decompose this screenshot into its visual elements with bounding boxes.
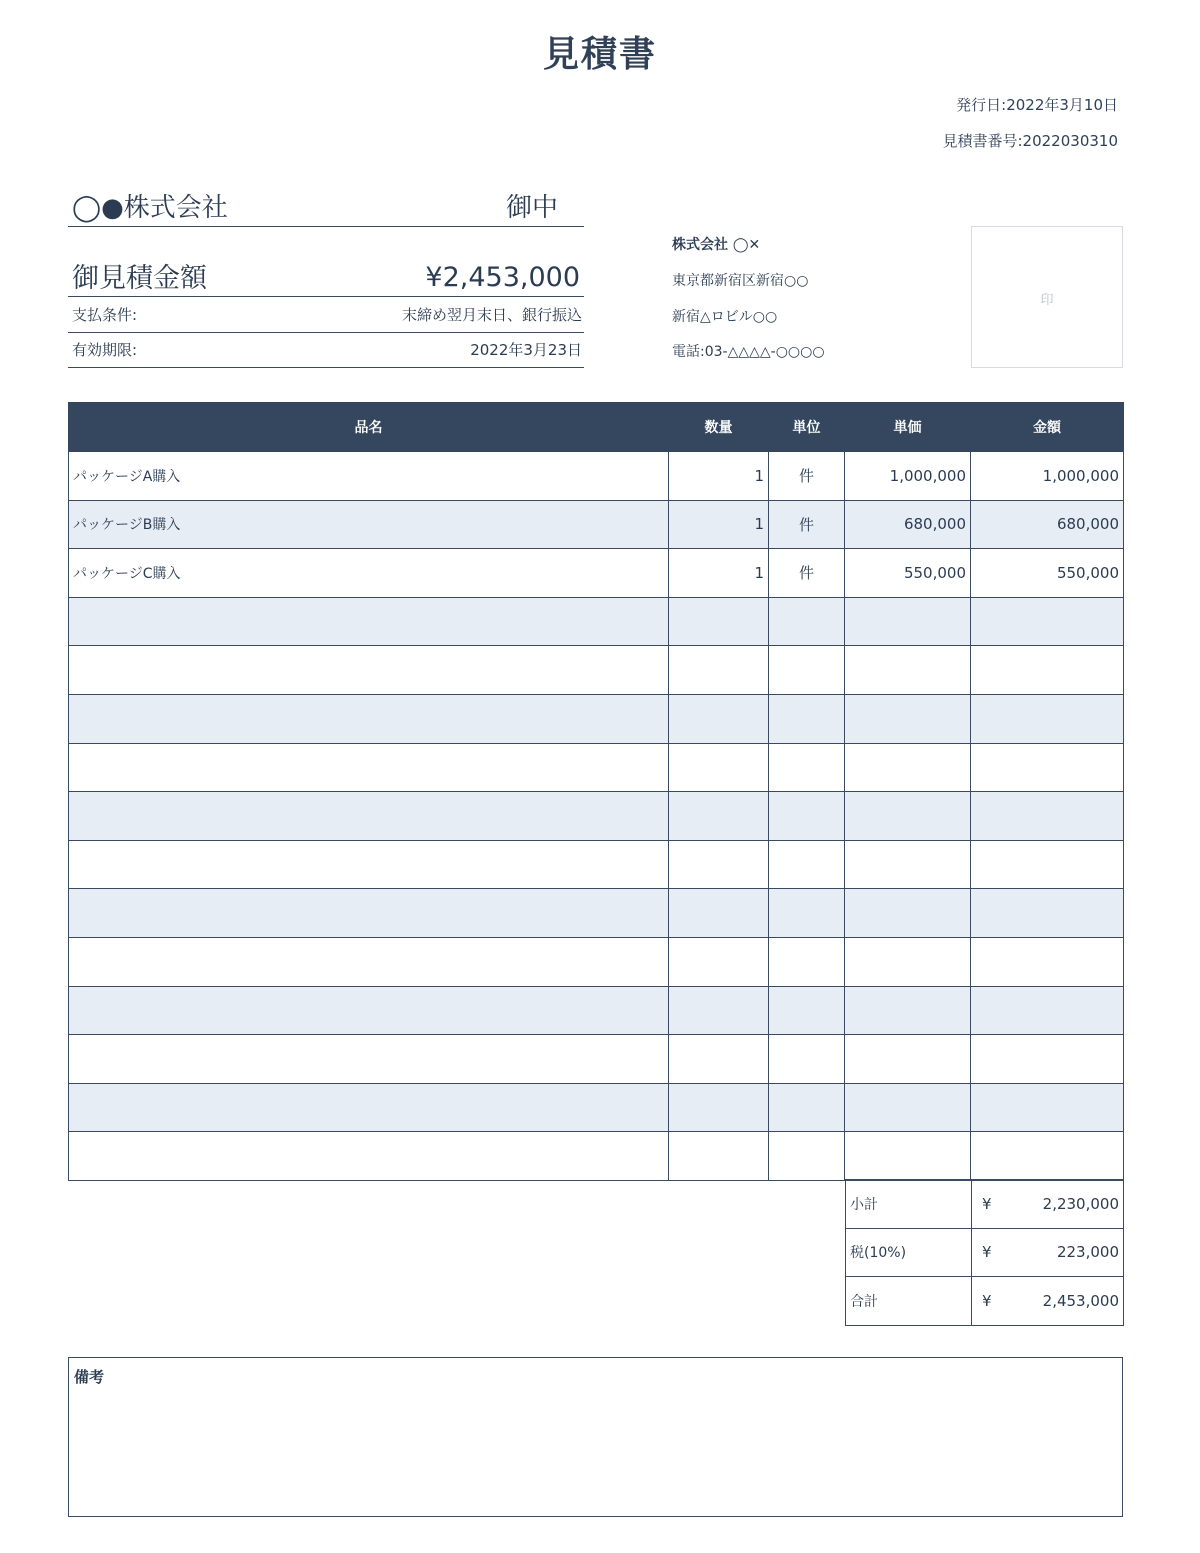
item-qty xyxy=(669,1083,769,1132)
item-name: パッケージC購入 xyxy=(69,549,669,598)
item-qty xyxy=(669,597,769,646)
yen-symbol: ¥ xyxy=(982,1291,992,1310)
item-name xyxy=(69,792,669,841)
item-unit xyxy=(769,889,845,938)
payment-terms-label: 支払条件: xyxy=(72,306,138,324)
item-amount xyxy=(971,840,1124,889)
remarks-label: 備考 xyxy=(74,1368,105,1386)
subtotal-cell xyxy=(972,1180,1124,1229)
issuer-phone: 電話:03-△△△△-○○○○ xyxy=(672,344,825,360)
item-name: パッケージB購入 xyxy=(69,500,669,549)
item-qty xyxy=(669,889,769,938)
header-quantity: 数量 xyxy=(669,403,769,452)
item-price xyxy=(845,889,971,938)
item-qty xyxy=(669,694,769,743)
item-qty: 1 xyxy=(669,549,769,598)
item-amount: 550,000 xyxy=(971,549,1124,598)
item-unit: 件 xyxy=(769,549,845,598)
item-name xyxy=(69,889,669,938)
table-row xyxy=(69,840,1124,889)
header-amount: 金額 xyxy=(971,403,1124,452)
item-unit xyxy=(769,840,845,889)
item-unit xyxy=(769,694,845,743)
item-qty xyxy=(669,1132,769,1181)
table-row xyxy=(69,743,1124,792)
total-label: 合計 xyxy=(846,1277,972,1326)
item-unit: 件 xyxy=(769,452,845,501)
payment-terms-row xyxy=(68,297,584,333)
quote-amount-label: 御見積金額 xyxy=(72,263,207,294)
table-row xyxy=(69,597,1124,646)
item-amount xyxy=(971,937,1124,986)
item-amount: 680,000 xyxy=(971,500,1124,549)
item-price xyxy=(845,694,971,743)
item-name xyxy=(69,743,669,792)
item-unit xyxy=(769,646,845,695)
item-name xyxy=(69,597,669,646)
items-table xyxy=(68,402,1124,1181)
item-unit xyxy=(769,1132,845,1181)
item-name xyxy=(69,646,669,695)
item-unit xyxy=(769,1035,845,1084)
item-unit xyxy=(769,986,845,1035)
document-title: 見積書 xyxy=(542,34,657,75)
table-row xyxy=(69,792,1124,841)
item-qty xyxy=(669,792,769,841)
tax-value: 223,000 xyxy=(1056,1243,1119,1262)
quote-number: 見積書番号:2022030310 xyxy=(942,132,1118,150)
client-name: ◯●株式会社 xyxy=(72,193,228,223)
payment-terms-value: 末締め翌月末日、銀行振込 xyxy=(401,306,582,324)
tax-row xyxy=(846,1228,1124,1277)
yen-symbol: ¥ xyxy=(982,1243,992,1262)
item-price xyxy=(845,743,971,792)
item-qty xyxy=(669,986,769,1035)
item-amount xyxy=(971,646,1124,695)
header-unit-price: 単価 xyxy=(845,403,971,452)
table-row xyxy=(69,549,1124,598)
validity-row xyxy=(68,332,584,368)
item-price xyxy=(845,1083,971,1132)
item-name xyxy=(69,694,669,743)
item-name: パッケージA購入 xyxy=(69,452,669,501)
quote-amount-block xyxy=(68,260,584,297)
header-unit: 単位 xyxy=(769,403,845,452)
issuer-company: 株式会社 ◯✕ xyxy=(672,237,761,253)
total-cell xyxy=(972,1277,1124,1326)
item-qty xyxy=(669,1035,769,1084)
header-item-name: 品名 xyxy=(69,403,669,452)
item-name xyxy=(69,937,669,986)
item-unit xyxy=(769,597,845,646)
item-amount xyxy=(971,597,1124,646)
item-amount xyxy=(971,889,1124,938)
item-price: 550,000 xyxy=(845,549,971,598)
subtotal-label: 小計 xyxy=(846,1180,972,1229)
item-qty xyxy=(669,743,769,792)
issuer-address2: 新宿△ロビル○○ xyxy=(672,309,778,325)
item-name xyxy=(69,840,669,889)
item-price xyxy=(845,597,971,646)
item-amount xyxy=(971,1083,1124,1132)
total-value: 2,453,000 xyxy=(1042,1291,1119,1310)
seal-label: 印 xyxy=(1040,293,1054,308)
total-row xyxy=(846,1277,1124,1326)
item-name xyxy=(69,986,669,1035)
validity-label: 有効期限: xyxy=(72,341,138,359)
issue-date: 発行日:2022年3月10日 xyxy=(956,96,1118,114)
item-price xyxy=(845,1132,971,1181)
item-unit: 件 xyxy=(769,500,845,549)
item-amount xyxy=(971,792,1124,841)
item-amount xyxy=(971,986,1124,1035)
table-row xyxy=(69,986,1124,1035)
item-amount xyxy=(971,1132,1124,1181)
subtotal-value: 2,230,000 xyxy=(1042,1194,1119,1213)
item-qty: 1 xyxy=(669,452,769,501)
issuer-address1: 東京都新宿区新宿○○ xyxy=(672,273,809,289)
table-row xyxy=(69,889,1124,938)
items-header-row xyxy=(69,403,1124,452)
item-price xyxy=(845,1035,971,1084)
item-name xyxy=(69,1035,669,1084)
item-name xyxy=(69,1132,669,1181)
item-price xyxy=(845,937,971,986)
item-price xyxy=(845,986,971,1035)
table-row xyxy=(69,1035,1124,1084)
remarks-box xyxy=(68,1357,1123,1517)
item-price: 680,000 xyxy=(845,500,971,549)
item-price: 1,000,000 xyxy=(845,452,971,501)
item-qty xyxy=(669,840,769,889)
item-amount xyxy=(971,743,1124,792)
table-row xyxy=(69,452,1124,501)
table-row xyxy=(69,1132,1124,1181)
seal-box xyxy=(971,226,1123,368)
table-row xyxy=(69,646,1124,695)
item-unit xyxy=(769,792,845,841)
item-unit xyxy=(769,1083,845,1132)
table-row xyxy=(69,1083,1124,1132)
item-qty xyxy=(669,646,769,695)
yen-symbol: ¥ xyxy=(982,1194,992,1213)
item-qty: 1 xyxy=(669,500,769,549)
validity-value: 2022年3月23日 xyxy=(470,341,582,359)
item-unit xyxy=(769,743,845,792)
client-honorific: 御中 xyxy=(505,193,558,223)
tax-cell xyxy=(972,1228,1124,1277)
table-row xyxy=(69,500,1124,549)
table-row xyxy=(69,694,1124,743)
item-name xyxy=(69,1083,669,1132)
item-amount: 1,000,000 xyxy=(971,452,1124,501)
totals-table xyxy=(845,1179,1124,1326)
client-block xyxy=(68,190,584,227)
item-price xyxy=(845,840,971,889)
item-unit xyxy=(769,937,845,986)
tax-label: 税(10%) xyxy=(846,1228,972,1277)
table-row xyxy=(69,937,1124,986)
item-price xyxy=(845,792,971,841)
quote-amount-value: ¥2,453,000 xyxy=(425,262,580,293)
item-amount xyxy=(971,1035,1124,1084)
subtotal-row xyxy=(846,1180,1124,1229)
item-qty xyxy=(669,937,769,986)
item-price xyxy=(845,646,971,695)
item-amount xyxy=(971,694,1124,743)
